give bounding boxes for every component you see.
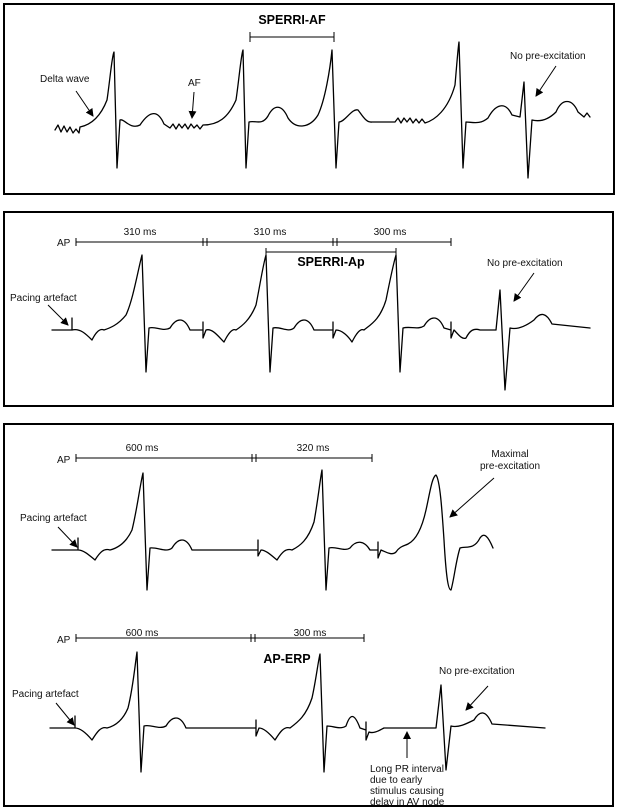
panel-ap-erp	[4, 424, 613, 808]
panel-frame	[4, 212, 613, 406]
no-preexcitation-arrow-af	[536, 66, 556, 96]
interval-600-top: 600 ms	[125, 443, 159, 454]
interval-1-label: 310 ms	[123, 227, 157, 238]
interval-600-bottom: 600 ms	[125, 628, 159, 639]
panel-sperri-ap	[4, 212, 613, 406]
ap-label-bottom: AP	[57, 635, 71, 646]
sperri-af-title: SPERRI-AF	[258, 13, 326, 27]
no-preexcitation-label-af: No pre-excitation	[510, 51, 586, 62]
interval-300-bottom: 300 ms	[293, 628, 327, 639]
ap-label: AP	[57, 238, 71, 249]
pacing-artefact-label-ap: Pacing artefact	[10, 293, 77, 304]
pacing-artefact-arrow-ap	[48, 305, 68, 325]
long-pr-line4: delay in AV node	[370, 797, 445, 808]
pacing-artefact-label-top: Pacing artefact	[20, 513, 87, 524]
no-preexcitation-arrow-erp	[466, 686, 488, 710]
ecg-trace-af	[55, 42, 590, 178]
long-pr-line2: due to early	[370, 775, 423, 786]
ap-erp-title: AP-ERP	[263, 652, 311, 666]
long-pr-line3: stimulus causing	[370, 786, 444, 797]
no-preexcitation-label-ap: No pre-excitation	[487, 258, 563, 269]
af-label: AF	[188, 78, 201, 89]
delta-wave-arrow	[76, 91, 93, 116]
maximal-preexcitation-arrow	[450, 478, 494, 517]
ap-label-top: AP	[57, 455, 71, 466]
maximal-preexcitation-line1: Maximal	[491, 449, 529, 460]
long-pr-line1: Long PR interval	[370, 764, 444, 775]
pacing-artefact-arrow-bottom	[56, 703, 74, 725]
interval-2-label: 310 ms	[253, 227, 287, 238]
ecg-trace-ap	[52, 255, 590, 390]
interval-320-top: 320 ms	[296, 443, 330, 454]
pacing-artefact-arrow-top	[58, 527, 77, 547]
panel-sperri-af	[4, 4, 614, 194]
af-arrow	[192, 92, 194, 118]
delta-wave-label: Delta wave	[40, 74, 90, 85]
pacing-artefact-label-bottom: Pacing artefact	[12, 689, 79, 700]
maximal-preexcitation-line2: pre-excitation	[479, 461, 541, 472]
sperri-ap-title: SPERRI-Ap	[297, 255, 365, 269]
ecg-trace-erp-top	[52, 470, 493, 590]
no-preexcitation-arrow-ap	[514, 273, 534, 301]
interval-3-label: 300 ms	[373, 227, 407, 238]
panel-frame	[4, 424, 613, 806]
no-preexcitation-label-erp: No pre-excitation	[439, 666, 515, 677]
